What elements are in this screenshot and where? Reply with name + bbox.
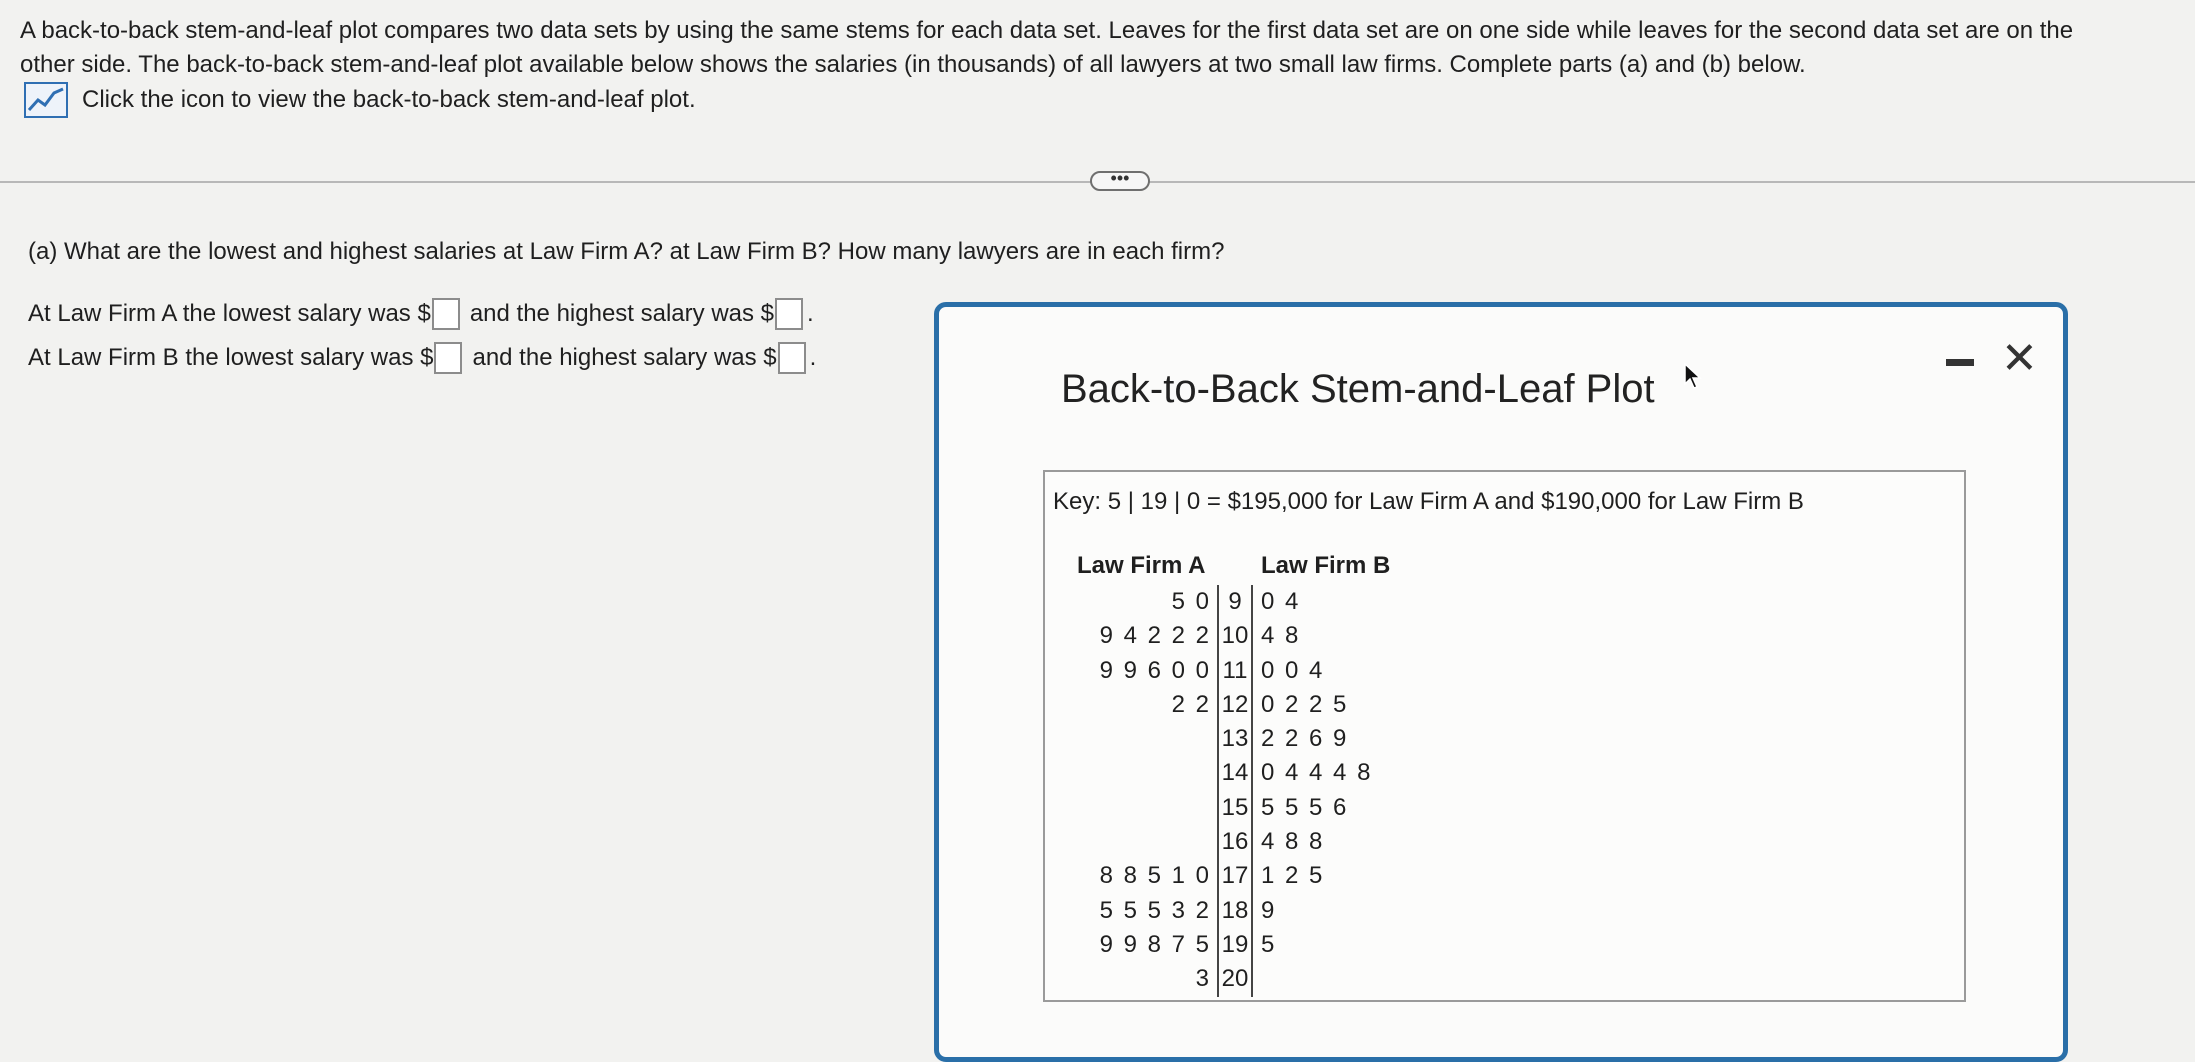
- view-plot-link[interactable]: [24, 82, 696, 118]
- view-plot-text[interactable]: Click the icon to view the back-to-back stem-and-leaf plot.: [82, 86, 696, 113]
- stem: 15: [1217, 791, 1253, 825]
- stem-row: [1045, 654, 1372, 688]
- leaves-a: 9 4 2 2 2: [1099, 622, 1211, 650]
- stem: 17: [1217, 859, 1253, 893]
- leaves-b: 0 4: [1261, 588, 1301, 615]
- stem: 16: [1217, 825, 1253, 859]
- stem: 10: [1217, 619, 1253, 653]
- stem-row: [1045, 928, 1372, 962]
- stem: 11: [1217, 654, 1253, 688]
- leaves-a: [1045, 722, 1217, 756]
- firm-b-highest-input[interactable]: [778, 342, 806, 374]
- stem-row: [1045, 962, 1372, 996]
- stem: 19: [1217, 928, 1253, 962]
- stem-leaf-popup: [934, 302, 2068, 1062]
- leaves-b: 5: [1261, 930, 1277, 958]
- stem-leaf-table: [1045, 585, 1372, 997]
- firm-b-answer-row: [28, 342, 816, 374]
- stem-row: [1045, 688, 1372, 722]
- leaves-a: 2 2: [1171, 690, 1211, 718]
- part-a-question: (a) What are the lowest and highest salaries at Law Firm A? at Law Firm B? How many lawyers are in each firm?: [28, 238, 1225, 265]
- leaves-a: [1045, 825, 1217, 859]
- leaves-a: 3: [1195, 965, 1211, 993]
- leaves-a: 9 9 8 7 5: [1099, 930, 1211, 958]
- leaves-b: 4 8: [1261, 622, 1301, 650]
- stem: 14: [1217, 756, 1253, 790]
- stem-row: [1045, 585, 1372, 619]
- stem: 20: [1217, 962, 1253, 996]
- stem: 12: [1217, 688, 1253, 722]
- minimize-icon[interactable]: [1946, 359, 1974, 366]
- leaves-b: 1 2 5: [1261, 862, 1325, 890]
- leaves-b: 0 0 4: [1261, 656, 1325, 684]
- plot-key: Key: 5 | 19 | 0 = $195,000 for Law Firm A and $190,000 for Law Firm B: [1053, 488, 1804, 515]
- stem: 9: [1217, 585, 1253, 619]
- leaves-b: 5 5 5 6: [1261, 793, 1349, 821]
- firm-a-answer-row: [28, 298, 814, 330]
- firm-b-period: .: [809, 344, 817, 371]
- leaves-b: 4 8 8: [1261, 828, 1325, 856]
- intro-line-1: A back-to-back stem-and-leaf plot compares two data sets by using the same stems for each data set. Leaves for the first data set are on one side while leaves for the second data set are on the: [20, 17, 2074, 44]
- stem-row: [1045, 825, 1372, 859]
- leaves-b: 0 4 4 4 8: [1261, 759, 1373, 787]
- firm-a-period: .: [807, 300, 814, 327]
- stem: 18: [1217, 894, 1253, 928]
- firm-a-lowest-input[interactable]: [432, 298, 460, 330]
- leaves-a: 5 0: [1171, 588, 1211, 615]
- plot-box: [1043, 470, 1966, 1002]
- header-law-firm-a: Law Firm A: [1077, 552, 1206, 579]
- firm-a-highest-input[interactable]: [775, 298, 803, 330]
- stem-row: [1045, 894, 1372, 928]
- close-icon[interactable]: ✕: [2001, 334, 2038, 383]
- popup-title: Back-to-Back Stem-and-Leaf Plot: [1061, 367, 1655, 411]
- stem-row: [1045, 859, 1372, 893]
- leaves-a: [1045, 756, 1217, 790]
- firm-b-lowest-input[interactable]: [434, 342, 462, 374]
- leaves-b: 2 2 6 9: [1261, 725, 1349, 753]
- line-chart-icon[interactable]: [24, 82, 68, 118]
- leaves-a: 9 9 6 0 0: [1099, 656, 1211, 684]
- intro-line-2: other side. The back-to-back stem-and-leaf plot available below shows the salaries (in thousands) of all lawyers at two small law firms. Complete parts (a) and (b) below.: [20, 51, 1806, 78]
- leaves-a: 5 5 5 3 2: [1099, 896, 1211, 924]
- stem: 13: [1217, 722, 1253, 756]
- stem-row: [1045, 722, 1372, 756]
- firm-a-prefix: At Law Firm A the lowest salary was $: [28, 300, 431, 327]
- firm-b-middle: and the highest salary was $: [472, 344, 777, 371]
- stem-row: [1045, 756, 1372, 790]
- problem-intro: [20, 14, 2180, 82]
- stem-row: [1045, 619, 1372, 653]
- stem-row: [1045, 791, 1372, 825]
- leaves-b: [1253, 962, 1261, 996]
- leaves-a: [1045, 791, 1217, 825]
- leaves-a: 8 8 5 1 0: [1099, 862, 1211, 890]
- firm-b-prefix: At Law Firm B the lowest salary was $: [28, 344, 434, 371]
- expand-button[interactable]: •••: [1090, 171, 1150, 191]
- firm-a-middle: and the highest salary was $: [469, 300, 775, 327]
- header-law-firm-b: Law Firm B: [1261, 552, 1391, 579]
- leaves-b: 0 2 2 5: [1261, 690, 1349, 718]
- leaves-b: 9: [1261, 896, 1277, 924]
- mouse-cursor-icon: [1683, 362, 1705, 390]
